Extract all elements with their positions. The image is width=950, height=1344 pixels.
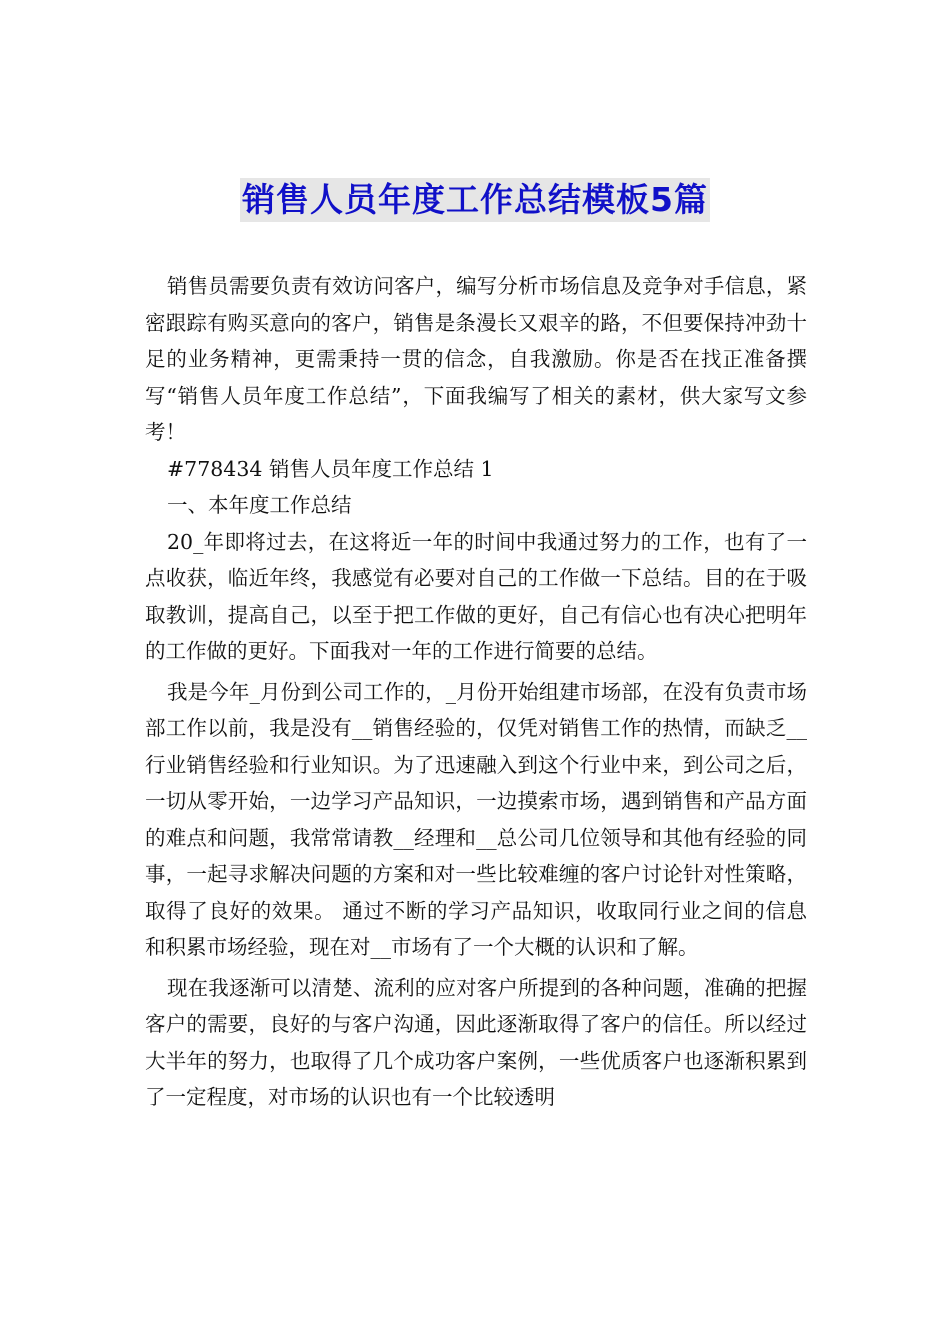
section-heading: #778434 销售人员年度工作总结 1 [167,456,494,481]
body-paragraph: 我是今年_月份到公司工作的，_月份开始组建市场部，在没有负责市场部工作以前，我是没有__销售经验的，仅凭对销售工作的热情，而缺乏__行业销售经验和行业知识。为了迅速融入到这个行业中来，到公司之后，一切从零开始，一边学习产品知识，一边摸索市场，遇到销售和产品方面的难点和问题，我常常请教__经理和__总公司几位领导和其他有经验的同事，一起寻求解决问题的方案和对一些比较难缠的客户讨论针对性策略，取得了良好的效果。 通过不断的学习产品知识，收取同行业之间的信息和积累市场经验，现在对__市场有了一个大概的认识和了解。 [145,679,807,959]
document-title: 销售人员年度工作总结模板5篇 [240,178,710,222]
document-body [145,268,807,1116]
intro-paragraph: 销售员需要负责有效访问客户，编写分析市场信息及竞争对手信息，紧密跟踪有购买意向的客户，销售是条漫长又艰辛的路，不但要保持冲劲十足的业务精神，更需秉持一贯的信念，自我激励。你是否在找正准备撰写“销售人员年度工作总结”，下面我编写了相关的素材，供大家写文参考！ [145,274,807,444]
body-paragraph: 20_年即将过去，在这将近一年的时间中我通过努力的工作，也有了一点收获，临近年终，我感觉有必要对自己的工作做一下总结。目的在于吸取教训，提高自己，以至于把工作做的更好，自己有信心也有决心把明年的工作做的更好。下面我对一年的工作进行简要的总结。 [145,529,807,663]
body-paragraph: 现在我逐渐可以清楚、流利的应对客户所提到的各种问题，准确的把握客户的需要，良好的与客户沟通，因此逐渐取得了客户的信任。所以经过大半年的努力，也取得了几个成功客户案例，一些优质客户也逐渐积累到了一定程度，对市场的认识也有一个比较透明 [145,975,807,1109]
title-container [0,178,950,222]
subsection-heading: 一、本年度工作总结 [167,493,352,517]
